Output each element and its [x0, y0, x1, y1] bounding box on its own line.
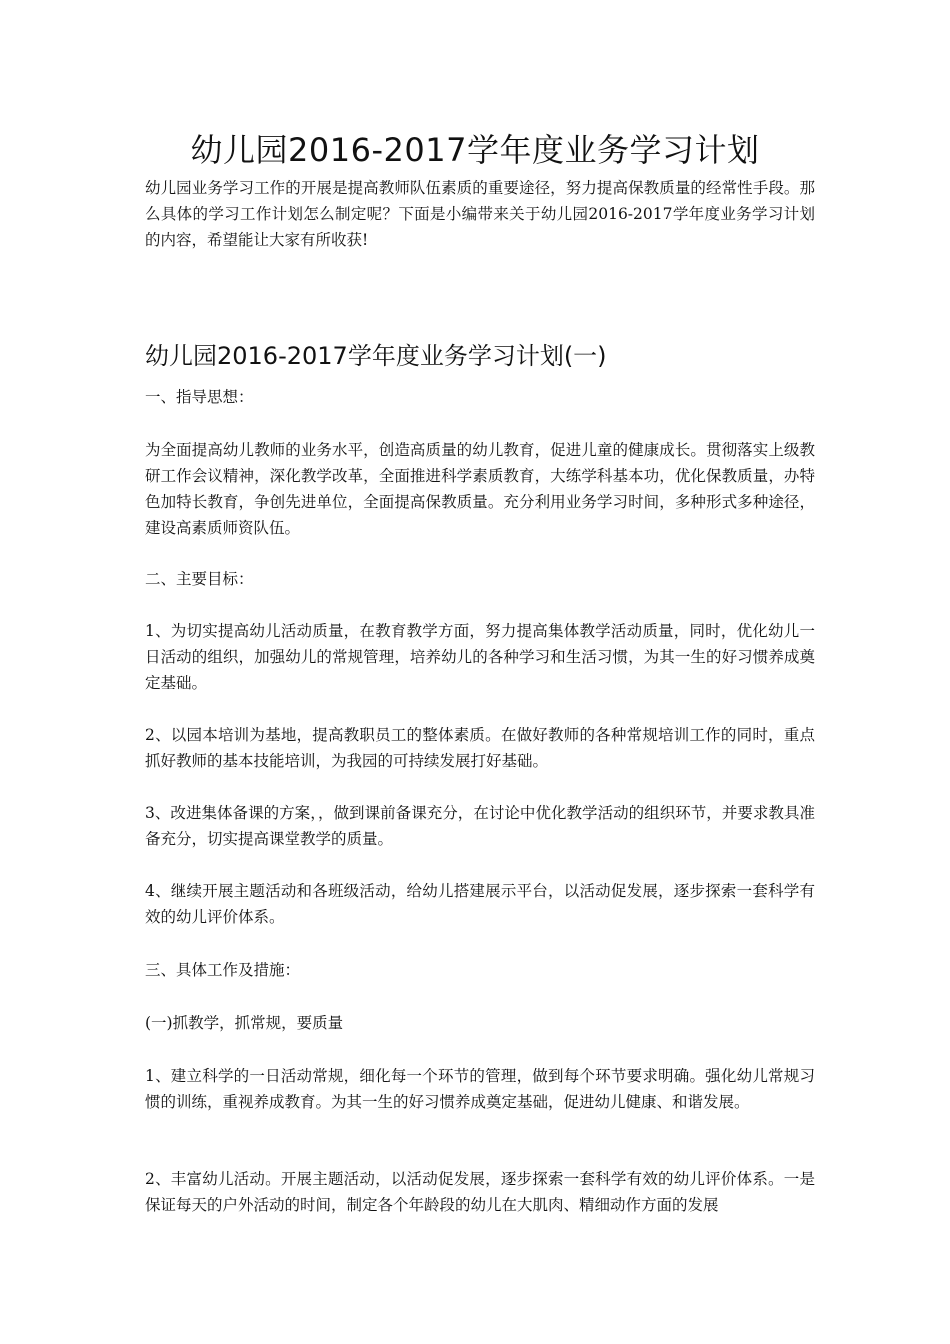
intro-paragraph: 幼儿园业务学习工作的开展是提高教师队伍素质的重要途径，努力提高保教质量的经常性手段。那么具体的学习工作计划怎么制定呢？下面是小编带来关于幼儿园2016-2017学年度业务学习计划的内容，希望能让大家有所收获!	[145, 179, 815, 249]
heading-measures: 三、具体工作及措施：	[145, 961, 301, 979]
goal-item-2: 2、以园本培训为基地，提高教职员工的整体素质。在做好教师的各种常规培训工作的同时，重点抓好教师的基本技能培训，为我园的可持续发展打好基础。	[145, 726, 815, 770]
measure-item-1: 1、建立科学的一日活动常规，细化每一个环节的管理，做到每个环节要求明确。强化幼儿常规习惯的训练，重视养成教育。为其一生的好习惯养成奠定基础，促进幼儿健康、和谐发展。	[145, 1067, 815, 1111]
section-title: 幼儿园2016-2017学年度业务学习计划(一)	[145, 342, 607, 370]
document-title: 幼儿园2016-2017学年度业务学习计划	[190, 131, 760, 169]
paragraph-guiding-thought: 为全面提高幼儿教师的业务水平，创造高质量的幼儿教育，促进儿童的健康成长。贯彻落实上级教研工作会议精神，深化教学改革，全面推进科学素质教育，大练学科基本功，优化保教质量，办特色加特长教育，争创先进单位，全面提高保教质量。充分利用业务学习时间，多种形式多种途径，建设高素质师资队伍。	[145, 441, 815, 537]
goal-item-1: 1、为切实提高幼儿活动质量，在教育教学方面，努力提高集体教学活动质量，同时，优化幼儿一日活动的组织，加强幼儿的常规管理，培养幼儿的各种学习和生活习惯，为其一生的好习惯养成奠定基础。	[145, 622, 815, 692]
goal-item-3: 3、改进集体备课的方案，，做到课前备课充分，在讨论中优化教学活动的组织环节，并要求教具准备充分，切实提高课堂教学的质量。	[145, 804, 815, 848]
subheading-teaching: (一)抓教学，抓常规，要质量	[145, 1014, 344, 1032]
heading-main-goals: 二、主要目标：	[145, 570, 254, 588]
heading-guiding-thought: 一、指导思想：	[145, 388, 254, 406]
goal-item-4: 4、继续开展主题活动和各班级活动，给幼儿搭建展示平台，以活动促发展，逐步探索一套科学有效的幼儿评价体系。	[145, 882, 815, 926]
measure-item-2: 2、丰富幼儿活动。开展主题活动，以活动促发展，逐步探索一套科学有效的幼儿评价体系。一是保证每天的户外活动的时间，制定各个年龄段的幼儿在大肌肉、精细动作方面的发展	[145, 1170, 815, 1214]
